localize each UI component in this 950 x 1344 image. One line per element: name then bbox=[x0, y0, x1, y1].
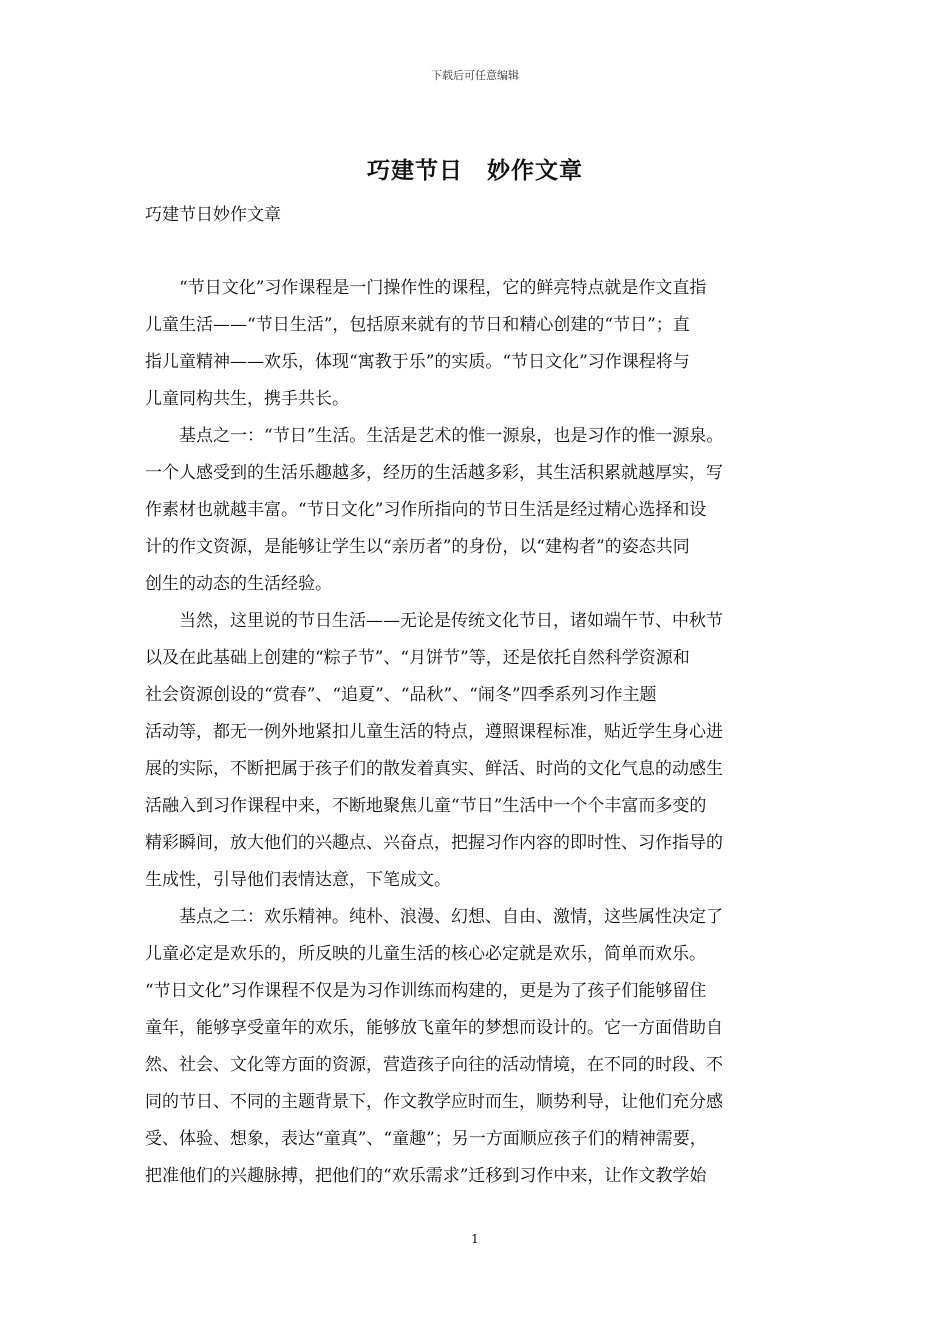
body-line: 当然，这里说的节日生活——无论是传统文化节日，诸如端午节、中秋节 bbox=[145, 611, 723, 631]
body-line: 受、体验、想象，表达“童真”、“童趣”；另一方面顺应孩子们的精神需要， bbox=[145, 1129, 707, 1149]
body-line: 计的作文资源，是能够让学生以“亲历者”的身份，以“建构者”的姿态共同 bbox=[145, 537, 690, 557]
body-line: 活动等，都无一例外地紧扣儿童生活的特点，遵照课程标准，贴近学生身心进 bbox=[145, 722, 723, 742]
body-line: 生成性，引导他们表情达意，下笔成文。 bbox=[145, 870, 451, 890]
document-body bbox=[145, 270, 805, 1195]
body-line: 把准他们的兴趣脉搏，把他们的“欢乐需求”迁移到习作中来，让作文教学始 bbox=[145, 1166, 707, 1186]
body-line: 精彩瞬间，放大他们的兴趣点、兴奋点，把握习作内容的即时性、习作指导的 bbox=[145, 833, 723, 853]
body-line: 展的实际，不断把属于孩子们的散发着真实、鲜活、时尚的文化气息的动感生 bbox=[145, 759, 723, 779]
document-title: 巧建节日 妙作文章 bbox=[367, 157, 583, 184]
body-line: 儿童必定是欢乐的，所反映的儿童生活的核心必定就是欢乐，简单而欢乐。 bbox=[145, 944, 706, 964]
body-line: “节日文化”习作课程是一门操作性的课程，它的鲜亮特点就是作文直指 bbox=[145, 278, 707, 298]
page-header: 下载后可任意编辑 bbox=[431, 69, 519, 82]
body-line: 基点之一：“节日”生活。生活是艺术的惟一源泉，也是习作的惟一源泉。 bbox=[145, 426, 724, 446]
body-line: 童年，能够享受童年的欢乐，能够放飞童年的梦想而设计的。它一方面借助自 bbox=[145, 1018, 723, 1038]
body-line: 一个人感受到的生活乐趣越多，经历的生活越多彩，其生活积累就越厚实，写 bbox=[145, 463, 723, 483]
body-line: 活融入到习作课程中来，不断地聚焦儿童“节日”生活中一个个丰富而多变的 bbox=[145, 796, 707, 816]
body-line: 儿童同构共生，携手共长。 bbox=[145, 389, 349, 409]
body-line: 基点之二：欢乐精神。纯朴、浪漫、幻想、自由、激情，这些属性决定了 bbox=[145, 907, 723, 927]
body-line: 然、社会、文化等方面的资源，营造孩子向往的活动情境，在不同的时段、不 bbox=[145, 1055, 723, 1075]
body-line: 同的节日、不同的主题背景下，作文教学应时而生，顺势利导，让他们充分感 bbox=[145, 1092, 723, 1112]
body-line: 儿童生活——“节日生活”，包括原来就有的节日和精心创建的“节日”；直 bbox=[145, 315, 690, 335]
document-subtitle: 巧建节日妙作文章 bbox=[145, 205, 281, 225]
page-number: 1 bbox=[471, 1232, 479, 1246]
body-line: “节日文化”习作课程不仅是为习作训练而构建的，更是为了孩子们能够留住 bbox=[145, 981, 707, 1001]
body-line: 社会资源创设的“赏春”、“追夏”、“品秋”、“闹冬”四季系列习作主题 bbox=[145, 685, 657, 705]
body-line: 作素材也就越丰富。“节日文化”习作所指向的节日生活是经过精心选择和设 bbox=[145, 500, 707, 520]
body-line: 指儿童精神——欢乐，体现“寓教于乐”的实质。“节日文化”习作课程将与 bbox=[145, 352, 690, 372]
body-line: 以及在此基础上创建的“粽子节”、“月饼节”等，还是依托自然科学资源和 bbox=[145, 648, 690, 668]
body-line: 创生的动态的生活经验。 bbox=[145, 574, 332, 594]
